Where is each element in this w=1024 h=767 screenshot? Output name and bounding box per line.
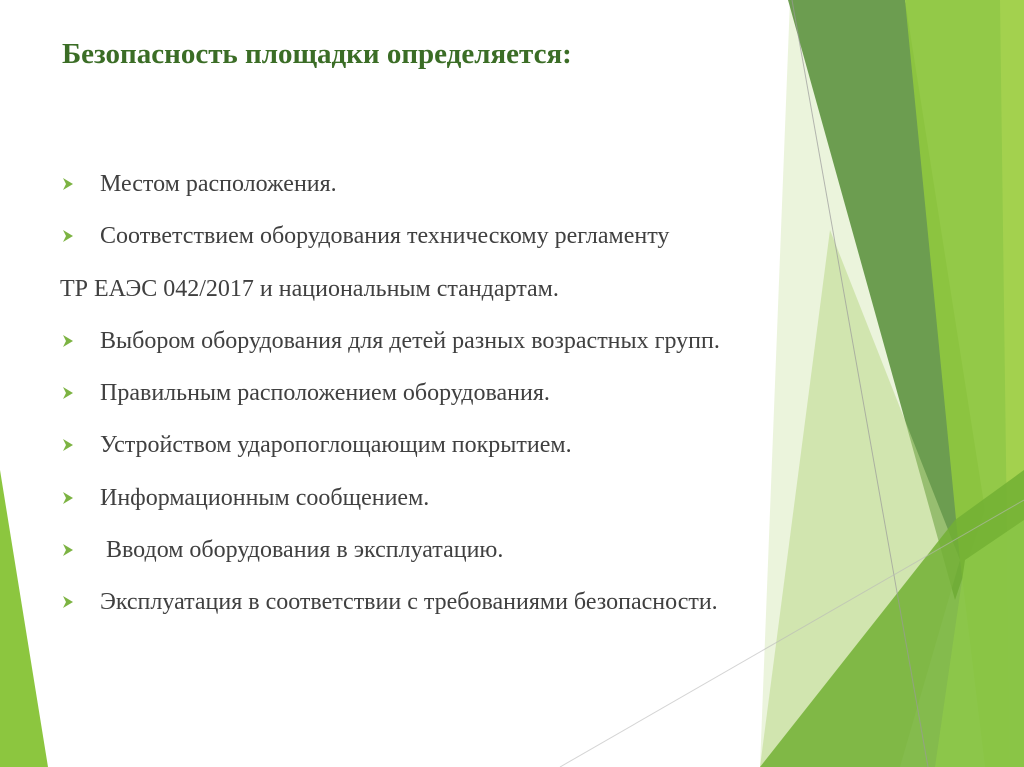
list-item-text: Местом расположения. xyxy=(100,171,337,197)
list-item xyxy=(60,580,860,632)
list-item xyxy=(60,371,860,423)
list-item xyxy=(60,214,860,266)
list-item-text: Соответствием оборудования техническому регламенту xyxy=(100,223,670,250)
list-item xyxy=(60,476,860,528)
green-arrowhead-icon xyxy=(62,595,74,609)
list-item xyxy=(60,528,860,580)
list-item-text: Информационным сообщением. xyxy=(100,484,430,511)
list-item xyxy=(60,423,860,475)
list-item xyxy=(60,319,860,371)
green-arrowhead-icon xyxy=(62,334,74,348)
list-item-text: Вводом оборудования в эксплуатацию. xyxy=(100,537,504,564)
left-green-sliver xyxy=(0,470,48,767)
green-arrowhead-icon xyxy=(62,543,74,557)
list-item-text: Эксплуатация в соответствии с требованиями безопасности. xyxy=(100,589,718,616)
list-item-continuation xyxy=(60,267,860,319)
bullet-list xyxy=(60,162,860,633)
green-arrowhead-icon xyxy=(62,491,74,505)
green-arrowhead-icon xyxy=(62,177,74,191)
list-item-text: Правильным расположением оборудования. xyxy=(100,380,550,407)
green-arrowhead-icon xyxy=(62,229,74,243)
list-item xyxy=(60,162,860,214)
list-item-text: Устройством ударопоглощающим покрытием. xyxy=(100,432,572,459)
green-arrowhead-icon xyxy=(62,386,74,400)
list-item-text: ТР ЕАЭС 042/2017 и национальным стандартам. xyxy=(60,275,559,302)
green-arrowhead-icon xyxy=(62,438,74,452)
list-item-text: Выбором оборудования для детей разных возрастных групп. xyxy=(100,327,720,354)
slide-title: Безопасность площадки определяется: xyxy=(62,38,572,70)
